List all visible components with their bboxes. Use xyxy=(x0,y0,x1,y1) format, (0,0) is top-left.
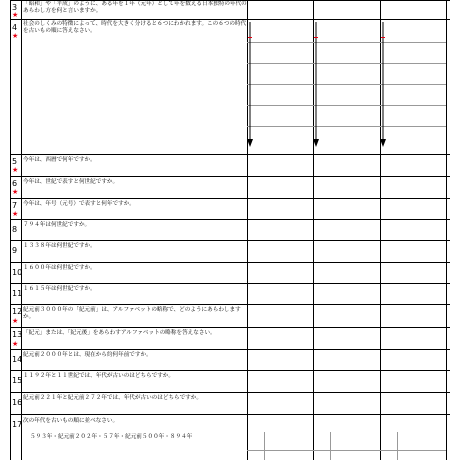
question-row-17 xyxy=(10,415,450,465)
answer-column-divider-4 xyxy=(446,0,447,460)
question-text: 紀元前２２１年と紀元前２７２年では、年代が古いのはどちらですか。 xyxy=(23,395,202,401)
question-row-13 xyxy=(10,328,450,350)
answer-subgrid-line xyxy=(247,42,446,43)
question-row-11 xyxy=(10,284,450,305)
star-icon: ★ xyxy=(12,32,19,40)
question-text: ７９４年は何世紀ですか。 xyxy=(23,222,91,228)
down-arrow-icon xyxy=(378,22,388,148)
down-arrow-icon xyxy=(311,22,321,148)
table-left-border xyxy=(10,0,11,460)
star-icon: ★ xyxy=(12,317,19,325)
question-number: 6 xyxy=(12,179,18,188)
answer-subgrid-line xyxy=(247,126,446,127)
question-number: 13 xyxy=(12,330,23,339)
answer-subgrid-line xyxy=(247,450,446,451)
question-row-10 xyxy=(10,263,450,284)
question-row-8 xyxy=(10,220,450,241)
question-row-6 xyxy=(10,177,450,199)
question-row-15 xyxy=(10,371,450,393)
question-text: 紀元前２０００年とは、現在から約何年前ですか。 xyxy=(23,352,152,358)
question-number: 11 xyxy=(12,289,23,298)
question-number: 9 xyxy=(12,246,18,255)
question-text: 今年は、年号（元号）で表すと何年ですか。 xyxy=(23,201,135,207)
question-text: 次の年代を古いもの順に並べなさい。 xyxy=(23,418,119,424)
question-subtext: ５９３年・紀元前２０２年・５７年・紀元前５００年・８９４年 xyxy=(30,434,193,440)
answer-subgrid-line xyxy=(247,105,446,106)
star-icon: ★ xyxy=(12,11,19,19)
down-arrow-icon xyxy=(245,22,255,148)
answer-subgrid-vline xyxy=(330,432,331,460)
question-row-16 xyxy=(10,393,450,415)
question-row-3 xyxy=(10,0,450,20)
question-row-7 xyxy=(10,199,450,220)
red-mark xyxy=(248,37,252,38)
answer-subgrid-vline xyxy=(397,432,398,460)
star-icon: ★ xyxy=(12,340,19,348)
question-number: 16 xyxy=(12,398,23,407)
question-row-14 xyxy=(10,350,450,371)
star-icon: ★ xyxy=(12,188,19,196)
question-number: 15 xyxy=(12,376,23,385)
question-text: １３３８年は何世紀ですか。 xyxy=(23,243,96,249)
answer-subgrid-line xyxy=(247,63,446,64)
question-row-9 xyxy=(10,241,450,263)
star-icon: ★ xyxy=(12,166,19,174)
question-text: 「昭和」や「平成」のように、ある年を１年（元年）として年を数える日本独特の年代のあらわし方を何と言いますか。 xyxy=(23,1,247,14)
question-number: 10 xyxy=(12,268,23,277)
question-text: 今年は、世紀で表すと何世紀ですか。 xyxy=(23,179,119,185)
question-text: １６００年は何世紀ですか。 xyxy=(23,265,96,271)
question-text: １６１５年は何世紀ですか。 xyxy=(23,286,96,292)
question-number: 8 xyxy=(12,225,18,234)
question-text: １１９２年と１１世紀では、年代が古いのはどちらですか。 xyxy=(23,373,174,379)
question-number: 3 xyxy=(12,3,18,12)
number-column-divider xyxy=(21,0,22,460)
question-number: 7 xyxy=(12,201,18,210)
star-icon: ★ xyxy=(12,210,19,218)
answer-subgrid-vline xyxy=(264,432,265,460)
answer-subgrid-line xyxy=(247,84,446,85)
question-number: 17 xyxy=(12,420,23,429)
question-number: 5 xyxy=(12,157,18,166)
question-row-5 xyxy=(10,155,450,177)
question-row-12 xyxy=(10,305,450,328)
question-text: 今年は、西暦で何年ですか。 xyxy=(23,157,96,163)
question-text: 「紀元」または、「紀元後」をあらわすアルファベットの略称を答えなさい。 xyxy=(23,330,216,336)
red-mark xyxy=(381,37,385,38)
question-number: 4 xyxy=(12,23,18,32)
question-number: 14 xyxy=(12,355,23,364)
question-text: 社会のしくみの特徴によって、時代を大きく分けると６つにわかれます。この６つの時代を古いもの順に答えなさい。 xyxy=(23,21,247,34)
red-mark xyxy=(314,37,318,38)
question-number: 12 xyxy=(12,307,23,316)
question-text: 紀元前３０００年の「紀元前」は、アルファベットの略称で、どのようにあらわしますか。 xyxy=(23,307,241,320)
